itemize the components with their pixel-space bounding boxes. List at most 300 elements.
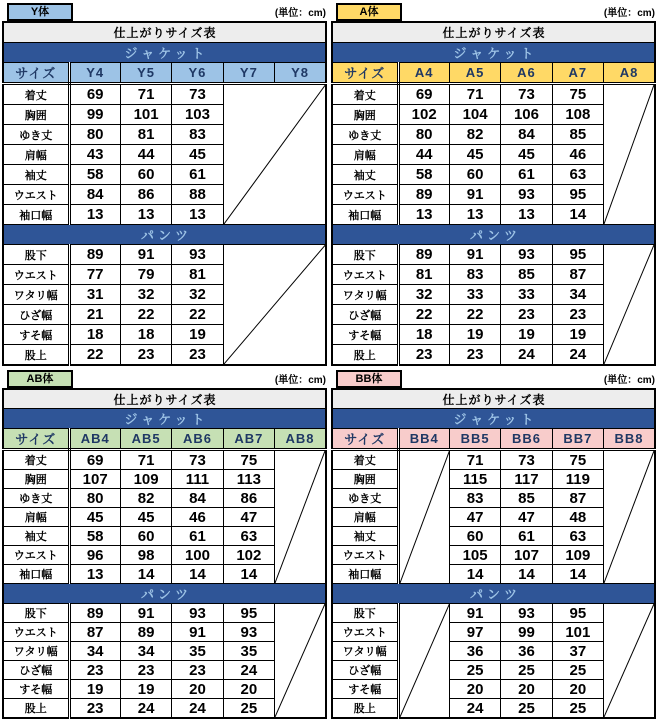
size-value-cell: 23 — [120, 345, 171, 366]
table-row — [3, 604, 326, 623]
diagonal-empty-cell — [398, 450, 449, 584]
diagonal-empty-cell — [398, 604, 449, 719]
size-value-cell: 69 — [398, 84, 449, 105]
unit-label: (単位：cm) — [603, 375, 655, 386]
size-col-header: BB8 — [604, 429, 655, 450]
size-value-cell: 61 — [501, 165, 552, 185]
size-value-cell: 19 — [552, 325, 603, 345]
size-value-cell: 23 — [69, 661, 120, 680]
size-value-cell: 93 — [172, 604, 223, 623]
row-label: ひざ幅 — [3, 305, 69, 325]
pants-section-header: パンツ — [332, 225, 655, 245]
size-value-cell: 93 — [501, 185, 552, 205]
unit-label: (単位：cm) — [274, 8, 326, 19]
size-header-row — [3, 429, 326, 450]
row-label: すそ幅 — [3, 325, 69, 345]
row-label: ウエスト — [332, 623, 398, 642]
table-row — [332, 245, 655, 265]
row-label: ゆき丈 — [332, 125, 398, 145]
size-value-cell: 71 — [449, 450, 500, 470]
row-label: ひざ幅 — [332, 305, 398, 325]
size-value-cell: 107 — [69, 470, 120, 489]
size-value-cell: 44 — [120, 145, 171, 165]
size-value-cell: 25 — [449, 661, 500, 680]
size-col-header: BB6 — [501, 429, 552, 450]
size-value-cell: 19 — [501, 325, 552, 345]
size-value-cell: 93 — [172, 245, 223, 265]
size-value-cell: 108 — [552, 105, 603, 125]
row-label: ワタリ幅 — [3, 642, 69, 661]
size-value-cell: 63 — [552, 527, 603, 546]
size-value-cell: 14 — [223, 565, 274, 584]
size-value-cell: 13 — [449, 205, 500, 225]
size-col-header: AB7 — [223, 429, 274, 450]
diagonal-empty-cell — [275, 604, 326, 719]
size-value-cell: 89 — [69, 604, 120, 623]
size-value-cell: 96 — [69, 546, 120, 565]
size-col-header: A5 — [449, 63, 500, 84]
row-label: ひざ幅 — [332, 661, 398, 680]
size-value-cell: 23 — [69, 699, 120, 719]
diagonal-line — [604, 604, 654, 717]
row-label: 袖口幅 — [332, 205, 398, 225]
size-value-cell: 83 — [449, 265, 500, 285]
size-value-cell: 81 — [172, 265, 223, 285]
row-label: 股下 — [3, 604, 69, 623]
size-value-cell: 63 — [223, 527, 274, 546]
row-label: すそ幅 — [332, 680, 398, 699]
size-value-cell: 24 — [552, 345, 603, 366]
diagonal-empty-cell — [604, 604, 655, 719]
size-value-cell: 31 — [69, 285, 120, 305]
row-label: 袖丈 — [332, 165, 398, 185]
size-value-cell: 119 — [552, 470, 603, 489]
size-value-cell: 71 — [120, 84, 171, 105]
size-value-cell: 95 — [552, 185, 603, 205]
row-label: ワタリ幅 — [332, 285, 398, 305]
size-col-header: AB5 — [120, 429, 171, 450]
size-col-header: A8 — [604, 63, 655, 84]
size-value-cell: 45 — [120, 508, 171, 527]
size-header-label: サイズ — [3, 63, 69, 84]
size-table-section-ab — [2, 370, 327, 719]
size-value-cell: 34 — [552, 285, 603, 305]
size-value-cell: 19 — [69, 680, 120, 699]
size-value-cell: 34 — [69, 642, 120, 661]
table-title: 仕上がりサイズ表 — [3, 389, 326, 409]
body-type-tab: Y体 — [7, 3, 73, 21]
size-value-cell: 14 — [172, 565, 223, 584]
diagonal-empty-cell — [604, 450, 655, 584]
table-row — [3, 450, 326, 470]
row-label: 股上 — [3, 699, 69, 719]
size-value-cell: 20 — [552, 680, 603, 699]
size-value-cell: 61 — [172, 527, 223, 546]
size-value-cell: 95 — [223, 604, 274, 623]
size-value-cell: 104 — [449, 105, 500, 125]
size-value-cell: 107 — [501, 546, 552, 565]
diagonal-line — [224, 85, 325, 224]
size-col-header: BB7 — [552, 429, 603, 450]
size-value-cell: 80 — [69, 489, 120, 508]
size-value-cell: 46 — [172, 508, 223, 527]
size-value-cell: 13 — [69, 205, 120, 225]
diagonal-line — [224, 245, 325, 364]
row-label: 股上 — [332, 699, 398, 719]
size-value-cell: 87 — [552, 265, 603, 285]
row-label: ウエスト — [332, 185, 398, 205]
size-value-cell: 69 — [69, 450, 120, 470]
diagonal-line — [604, 451, 654, 583]
size-value-cell: 71 — [449, 84, 500, 105]
size-value-cell: 103 — [172, 105, 223, 125]
size-value-cell: 102 — [223, 546, 274, 565]
row-label: ゆき丈 — [3, 489, 69, 508]
size-value-cell: 81 — [120, 125, 171, 145]
size-value-cell: 24 — [501, 345, 552, 366]
size-value-cell: 60 — [449, 165, 500, 185]
unit-label: (単位：cm) — [274, 375, 326, 386]
table-row — [3, 84, 326, 105]
row-label: ひざ幅 — [3, 661, 69, 680]
body-type-tab: BB体 — [336, 370, 402, 388]
size-value-cell: 101 — [552, 623, 603, 642]
size-value-cell: 34 — [120, 642, 171, 661]
tab-row — [2, 370, 327, 388]
size-value-cell: 60 — [120, 527, 171, 546]
size-value-cell: 45 — [449, 145, 500, 165]
size-value-cell: 45 — [69, 508, 120, 527]
size-value-cell: 115 — [449, 470, 500, 489]
size-value-cell: 75 — [552, 84, 603, 105]
size-value-cell: 44 — [398, 145, 449, 165]
row-label: ウエスト — [332, 265, 398, 285]
row-label: 袖口幅 — [3, 205, 69, 225]
size-value-cell: 48 — [552, 508, 603, 527]
size-col-header: AB6 — [172, 429, 223, 450]
row-label: ゆき丈 — [332, 489, 398, 508]
size-value-cell: 83 — [449, 489, 500, 508]
size-value-cell: 37 — [552, 642, 603, 661]
size-col-header: AB8 — [275, 429, 326, 450]
size-value-cell: 109 — [120, 470, 171, 489]
diagonal-line — [604, 85, 654, 224]
diagonal-line — [275, 604, 325, 717]
size-value-cell: 82 — [120, 489, 171, 508]
size-value-cell: 86 — [223, 489, 274, 508]
size-value-cell: 87 — [69, 623, 120, 642]
size-value-cell: 21 — [69, 305, 120, 325]
size-value-cell: 24 — [172, 699, 223, 719]
size-value-cell: 58 — [69, 527, 120, 546]
row-label: 着丈 — [3, 84, 69, 105]
table-title: 仕上がりサイズ表 — [3, 22, 326, 43]
row-label: 肩幅 — [332, 508, 398, 527]
size-value-cell: 82 — [449, 125, 500, 145]
row-label: 股下 — [332, 245, 398, 265]
size-value-cell: 13 — [69, 565, 120, 584]
size-value-cell: 101 — [120, 105, 171, 125]
size-header-row — [332, 429, 655, 450]
size-value-cell: 14 — [449, 565, 500, 584]
size-value-cell: 99 — [69, 105, 120, 125]
size-value-cell: 24 — [223, 661, 274, 680]
row-label: ワタリ幅 — [332, 642, 398, 661]
tab-row — [331, 370, 656, 388]
size-table — [331, 388, 656, 719]
size-table — [331, 21, 656, 366]
row-label: 着丈 — [3, 450, 69, 470]
size-value-cell: 86 — [120, 185, 171, 205]
size-value-cell: 89 — [398, 245, 449, 265]
size-value-cell: 24 — [449, 699, 500, 719]
jacket-section-header: ジャケット — [332, 43, 655, 63]
size-header-label: サイズ — [3, 429, 69, 450]
size-value-cell: 63 — [552, 165, 603, 185]
size-value-cell: 20 — [501, 680, 552, 699]
size-value-cell: 22 — [172, 305, 223, 325]
size-value-cell: 61 — [501, 527, 552, 546]
size-value-cell: 91 — [120, 604, 171, 623]
size-col-header: BB4 — [398, 429, 449, 450]
row-label: ワタリ幅 — [3, 285, 69, 305]
size-col-header: A4 — [398, 63, 449, 84]
row-label: 胸囲 — [332, 105, 398, 125]
size-value-cell: 84 — [69, 185, 120, 205]
row-label: 着丈 — [332, 450, 398, 470]
size-value-cell: 20 — [172, 680, 223, 699]
size-value-cell: 32 — [398, 285, 449, 305]
size-value-cell: 93 — [501, 604, 552, 623]
row-label: 股下 — [332, 604, 398, 623]
size-value-cell: 19 — [172, 325, 223, 345]
size-value-cell: 85 — [501, 265, 552, 285]
size-value-cell: 61 — [172, 165, 223, 185]
size-header-label: サイズ — [332, 429, 398, 450]
size-value-cell: 89 — [120, 623, 171, 642]
size-value-cell: 84 — [172, 489, 223, 508]
row-label: ゆき丈 — [3, 125, 69, 145]
size-col-header: A6 — [501, 63, 552, 84]
size-value-cell: 111 — [172, 470, 223, 489]
size-value-cell: 43 — [69, 145, 120, 165]
row-label: 肩幅 — [332, 145, 398, 165]
diagonal-empty-cell — [604, 84, 655, 225]
size-value-cell: 18 — [69, 325, 120, 345]
row-label: 股上 — [332, 345, 398, 366]
diagonal-line — [400, 604, 449, 717]
row-label: ウエスト — [3, 265, 69, 285]
size-value-cell: 85 — [501, 489, 552, 508]
size-value-cell: 109 — [552, 546, 603, 565]
size-value-cell: 33 — [449, 285, 500, 305]
size-value-cell: 89 — [398, 185, 449, 205]
row-label: 股上 — [3, 345, 69, 366]
size-col-header: Y7 — [223, 63, 274, 84]
size-value-cell: 18 — [120, 325, 171, 345]
size-value-cell: 22 — [120, 305, 171, 325]
size-value-cell: 93 — [501, 245, 552, 265]
size-value-cell: 13 — [398, 205, 449, 225]
row-label: 袖口幅 — [332, 565, 398, 584]
size-value-cell: 91 — [449, 185, 500, 205]
row-label: 胸囲 — [3, 470, 69, 489]
size-col-header: A7 — [552, 63, 603, 84]
size-value-cell: 32 — [120, 285, 171, 305]
size-value-cell: 95 — [552, 604, 603, 623]
size-value-cell: 73 — [501, 84, 552, 105]
size-value-cell: 87 — [552, 489, 603, 508]
size-value-cell: 19 — [449, 325, 500, 345]
size-value-cell: 99 — [501, 623, 552, 642]
size-value-cell: 45 — [501, 145, 552, 165]
diagonal-line — [604, 245, 654, 364]
size-value-cell: 97 — [449, 623, 500, 642]
table-row — [3, 245, 326, 265]
size-value-cell: 45 — [172, 145, 223, 165]
size-value-cell: 23 — [172, 661, 223, 680]
pants-section-header: パンツ — [3, 584, 326, 604]
row-label: ウエスト — [332, 546, 398, 565]
size-value-cell: 23 — [398, 345, 449, 366]
diagonal-empty-cell — [223, 245, 326, 366]
size-value-cell: 91 — [172, 623, 223, 642]
row-label: 袖丈 — [332, 527, 398, 546]
row-label: 胸囲 — [332, 470, 398, 489]
size-value-cell: 91 — [449, 245, 500, 265]
size-value-cell: 35 — [223, 642, 274, 661]
size-value-cell: 14 — [552, 565, 603, 584]
size-value-cell: 20 — [223, 680, 274, 699]
size-header-row — [332, 63, 655, 84]
row-label: 袖丈 — [3, 165, 69, 185]
size-value-cell: 89 — [69, 245, 120, 265]
size-value-cell: 85 — [552, 125, 603, 145]
size-col-header: AB4 — [69, 429, 120, 450]
size-value-cell: 98 — [120, 546, 171, 565]
size-value-cell: 25 — [501, 699, 552, 719]
row-label: ウエスト — [3, 185, 69, 205]
size-value-cell: 36 — [449, 642, 500, 661]
size-table — [2, 21, 327, 366]
size-value-cell: 71 — [120, 450, 171, 470]
tab-row — [331, 3, 656, 21]
size-value-cell: 25 — [552, 699, 603, 719]
size-value-cell: 80 — [398, 125, 449, 145]
size-value-cell: 93 — [223, 623, 274, 642]
size-value-cell: 91 — [449, 604, 500, 623]
size-value-cell: 73 — [172, 84, 223, 105]
size-header-label: サイズ — [332, 63, 398, 84]
size-value-cell: 83 — [172, 125, 223, 145]
row-label: ウエスト — [3, 623, 69, 642]
row-label: 股下 — [3, 245, 69, 265]
diagonal-empty-cell — [275, 450, 326, 584]
table-title: 仕上がりサイズ表 — [332, 389, 655, 409]
row-label: 肩幅 — [3, 145, 69, 165]
size-value-cell: 95 — [552, 245, 603, 265]
table-title: 仕上がりサイズ表 — [332, 22, 655, 43]
size-col-header: BB5 — [449, 429, 500, 450]
size-value-cell: 22 — [449, 305, 500, 325]
size-value-cell: 106 — [501, 105, 552, 125]
tab-row — [2, 3, 327, 21]
size-value-cell: 105 — [449, 546, 500, 565]
row-label: 着丈 — [332, 84, 398, 105]
size-value-cell: 88 — [172, 185, 223, 205]
size-col-header: Y5 — [120, 63, 171, 84]
size-value-cell: 13 — [172, 205, 223, 225]
size-value-cell: 79 — [120, 265, 171, 285]
size-value-cell: 14 — [501, 565, 552, 584]
table-row — [332, 604, 655, 623]
size-value-cell: 81 — [398, 265, 449, 285]
size-value-cell: 80 — [69, 125, 120, 145]
size-value-cell: 14 — [120, 565, 171, 584]
body-type-tab: A体 — [336, 3, 402, 21]
size-value-cell: 84 — [501, 125, 552, 145]
size-value-cell: 24 — [120, 699, 171, 719]
size-table-section-a — [331, 3, 656, 366]
size-table-section-y — [2, 3, 327, 366]
size-value-cell: 18 — [398, 325, 449, 345]
size-value-cell: 22 — [398, 305, 449, 325]
size-value-cell: 47 — [223, 508, 274, 527]
table-row — [332, 450, 655, 470]
size-value-cell: 60 — [120, 165, 171, 185]
diagonal-empty-cell — [604, 245, 655, 366]
size-value-cell: 102 — [398, 105, 449, 125]
size-col-header: Y8 — [275, 63, 326, 84]
size-value-cell: 58 — [69, 165, 120, 185]
size-value-cell: 23 — [552, 305, 603, 325]
size-value-cell: 23 — [449, 345, 500, 366]
size-value-cell: 23 — [172, 345, 223, 366]
row-label: 袖丈 — [3, 527, 69, 546]
size-value-cell: 75 — [223, 450, 274, 470]
size-value-cell: 25 — [501, 661, 552, 680]
jacket-section-header: ジャケット — [3, 43, 326, 63]
row-label: すそ幅 — [332, 325, 398, 345]
size-table — [2, 388, 327, 719]
row-label: 袖口幅 — [3, 565, 69, 584]
size-value-cell: 23 — [501, 305, 552, 325]
size-col-header: Y4 — [69, 63, 120, 84]
size-header-row — [3, 63, 326, 84]
diagonal-line — [275, 451, 325, 583]
jacket-section-header: ジャケット — [332, 409, 655, 429]
size-value-cell: 14 — [552, 205, 603, 225]
size-value-cell: 25 — [223, 699, 274, 719]
size-value-cell: 46 — [552, 145, 603, 165]
jacket-section-header: ジャケット — [3, 409, 326, 429]
size-value-cell: 69 — [69, 84, 120, 105]
size-value-cell: 100 — [172, 546, 223, 565]
size-value-cell: 91 — [120, 245, 171, 265]
size-value-cell: 13 — [501, 205, 552, 225]
size-value-cell: 117 — [501, 470, 552, 489]
table-row — [332, 84, 655, 105]
size-value-cell: 75 — [552, 450, 603, 470]
size-col-header: Y6 — [172, 63, 223, 84]
diagonal-empty-cell — [223, 84, 326, 225]
size-value-cell: 113 — [223, 470, 274, 489]
size-value-cell: 58 — [398, 165, 449, 185]
row-label: すそ幅 — [3, 680, 69, 699]
size-value-cell: 20 — [449, 680, 500, 699]
row-label: 肩幅 — [3, 508, 69, 527]
size-value-cell: 73 — [501, 450, 552, 470]
